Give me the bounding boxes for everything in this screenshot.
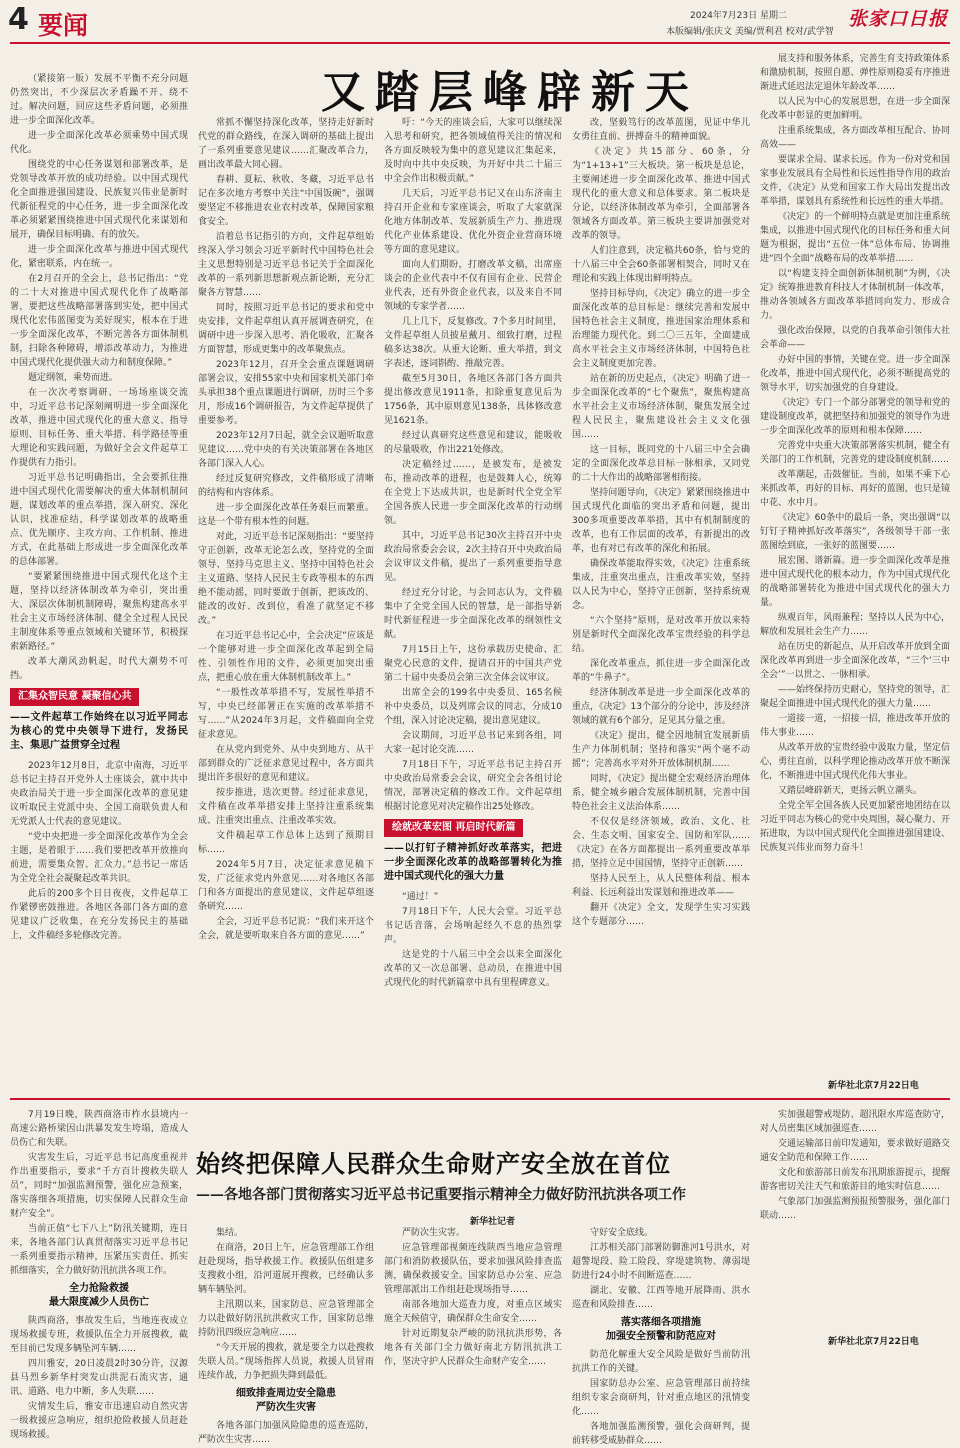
paragraph: 在2月召开的全会上，总书记指出：“党的二十大对推进中国式现代化作了战略部署，要把这些战略部署落到实处，把中国式现代化宏伟蓝图变为美好现实，根本在于进一步全面深化改革，不断完善各方面体制机制，扫除各种障碍，增添改革动力，为推进中国式现代化提供强大动力和制度保障。” [10,274,188,368]
article2-col2-body [198,1226,374,1383]
paragraph: 2024年5月7日，决定征求意见稿下发，广泛征求党内外意见……对各地区各部门和各方面提出的意见建议，文件起草组逐条研究…… [198,860,374,912]
paragraph: 各地加强监测预警，强化会商研判，提前转移受威胁群众…… [572,1422,750,1446]
subsection-label: 汇集众智民意 凝聚信心共 [10,688,139,706]
article1-headline: 又踏层峰辟新天 [321,67,699,118]
paragraph: 在习近平总书记心中，全会决定“应该是一个能够对进一步全面深化改革起到全局性、引领性作用的文件，必须更加突出重点，把重心放在重大体制机制改革上。” [198,631,374,683]
paragraph: 2023年12月7日起，就全会议题听取意见建议……党中央的有关决策部署在各地区各部门深入人心。 [198,431,374,469]
paragraph: 气象部门加强监测预报预警服务，强化部门联动…… [760,1197,950,1221]
article2-col3-body [384,1226,562,1369]
paragraph: 坚持人民至上，从人民整体利益、根本利益、长远利益出发谋划和推进改革—— [572,874,750,898]
paragraph: 进一步全面深化改革必须乘势中国式现代化。 [10,131,188,155]
paragraph: 《决定》60条中的最后一条，突出强调“以钉钉子精神抓好改革落实”，各级领导干部一张蓝图绘到底，一张好的蓝图要…… [760,513,950,551]
paragraph: 会议期间，习近平总书记来到各组，同大家一起讨论交流…… [384,731,562,755]
paragraph: 主汛期以来，国家防总、应急管理部全力以赴做好防汛抗洪救灾工作，国家防总维持防汛四级应急响应…… [198,1300,374,1338]
section-title: 要闻 [38,11,89,40]
paragraph: “要紧紧围绕推进中国式现代化这个主题，坚持以经济体制改革为牵引，突出重大、深层次体制机制障碍，聚焦构建高水平社会主义市场经济体制、健全全过程人民民主制度体系等重点领域和关键环节，积极探索新路径。” [10,572,188,652]
paragraph: 严防次生灾害。 [402,1228,466,1238]
paragraph: 各地各部门加强风险隐患的巡查巡防，严防次生灾害…… [198,1421,374,1445]
paragraph: 这一目标，既同党的十八届三中全会确定的全面深化改革总目标一脉相承，又同党的二十大作出的战略部署相衔接。 [572,445,750,483]
paragraph: 这是党的十八届三中全会以来全面深化改革的又一次总部署、总动员，在推进中国式现代化的时代新篇章中具有里程碑意义。 [384,950,562,988]
paragraph: 应急管理部视频连线陕西当地应急管理部门和消防救援队伍，要求加强风险排查监测，确保救援安全。国家防总办公室、应急管理部派出工作组赶赴现场指导…… [384,1243,562,1295]
paragraph: 进一步全面深化改革与推进中国式现代化，紧密联系，内在统一。 [10,245,188,269]
article2-column-1 [10,1108,188,1440]
paragraph: 确保改革能取得实效，《决定》注重系统集成，注重突出重点，注重改革实效，坚持以人民为中心，坚持守正创新，坚持系统观念。 [572,559,750,611]
paragraph: 展支持和服务体系，完善生育支持政策体系和激励机制，按照自愿、弹性原则稳妥有序推进渐进式延迟法定退休年龄改革…… [760,54,950,92]
paragraph: 灾情发生后，雅安市迅速启动自然灾害一级救援应急响应，组织抢险救援人员赶赴现场救援。 [10,1402,188,1440]
paragraph: “六个坚持”原则，是对改革开放以来特别是新时代全面深化改革宝贵经验的科学总结。 [572,616,750,654]
paragraph: 此后的200多个日日夜夜，文件起草工作紧锣密鼓推进。各地区各部门各方面的意见建议广泛收集，在充分发扬民主的基础上，文件稿经多轮修改完善。 [10,889,188,941]
newspaper-masthead: 张家口日报 [848,8,949,30]
article2-col2-subhead: 细致排查周边安全隐患 严防次生灾害 [236,1388,336,1413]
paragraph: “今天开展的搜救，就是要全力以赴搜救失联人员。”现场指挥人员说，救援人员冒雨连续作战，力争把损失降到最低。 [198,1343,374,1381]
paragraph: 全会，习近平总书记说：“我们来开这个全会，就是要听取来自各方面的意见……” [198,917,374,941]
paragraph: 同时，按照习近平总书记的要求和党中央安排，文件起草组认真开展调查研究，在调研中进一步深入思考、消化吸收，汇聚各方面智慧，形成更集中的改革聚焦点。 [198,303,374,355]
paragraph: 坚持问题导向，《决定》紧紧围绕推进中国式现代化面临的突出矛盾和问题，提出300多项重要改革举措，其中有机制制度的改革，也有工作层面的改革，有新提出的改革，也有对已有改革的深化和拓展。 [572,488,750,554]
paragraph: 实加强超警戒堤防、超汛限水库巡查防守，对人员密集区域加强巡查…… [760,1110,950,1134]
subsection-subhead: ——文件起草工作始终在以习近平同志为核心的党中央领导下进行，发扬民主、集思广益贯穿全过程 [10,712,188,751]
paragraph: 沿着总书记指引的方向，文件起草组始终深入学习领会习近平新时代中国特色社会主义思想特别是习近平总书记关于全面深化改革的一系列新思想新观点新论断，充分汇聚各方智慧…… [198,232,374,298]
paragraph: 《决定》共15部分、60条，分为“1+13+1”三大板块。第一板块是总论，主要阐述进一步全面深化改革、推进中国式现代化的重大意义和总体要求。第二板块是分论，以经济体制改革为牵引，全面部署各领域各方面改革。第三板块主要讲加强党对改革的领导。 [572,147,750,241]
article2-col4-subhead: 落实落细各项措施 加强安全预警和防范应对 [606,1317,716,1342]
paragraph: 不仅仅是经济领域，政治、文化、社会、生态文明、国家安全、国防和军队……《决定》在各方面都提出一系列重要改革举措，坚持立足中国国情，坚持守正创新…… [572,817,750,869]
paragraph: 要谋求全局、谋求长远。作为一份对党和国家事业发展具有全局性和长远性指导作用的政治文件，《决定》从党和国家工作大局出发提出改革举措，谋划具有系统性和长远性的重大举措。 [760,155,950,207]
subsection-subhead-2: ——以打钉子精神抓好改革落实，把进一步全面深化改革的战略部署转化为推进中国式现代化的强大力量 [384,843,562,882]
article2-column-4 [572,1226,750,1446]
paragraph: 针对近期复杂严峻的防汛抗洪形势，各地各有关部门全力做好南北方防汛抗洪工作，坚决守护人民群众生命财产安全…… [384,1329,562,1367]
article1-column-4 [572,116,750,1090]
publication-date: 2024年7月23日 星期二 [690,11,787,21]
paragraph: 7月15日上午，这份承载历史使命、汇聚党心民意的文件，提请召开的中国共产党第二十届中央委员会第三次全体会议审议。 [384,645,562,683]
paragraph: 从改革开放的宝贵经验中汲取力量，坚定信心，勇往直前，以科学理论推动改革开放不断深化，不断推进中国式现代化伟大事业。 [760,743,950,781]
paragraph: 当前正值“七下八上”防汛关键期，连日来，各地各部门认真贯彻落实习近平总书记一系列重要指示精神，压紧压实责任、抓实抓细落实，全力做好防汛抗洪各项工作。 [10,1224,188,1276]
paragraph: 灾害发生后，习近平总书记高度重视并作出重要指示，要求“千方百计搜救失联人员”，同时“加强监测预警，强化应急预案，落实落细各项措施，切实保障人民群众生命财产安全”。 [10,1153,188,1219]
paragraph: 翻开《决定》全文，发现学生实习实践这个专题部分…… [572,903,750,927]
paragraph: “一般性改革举措不写，发展性举措不写，中央已经部署正在实施的改革举措不写……”从2024年3月起，文件稿面向全党征求意见。 [198,688,374,740]
paragraph: 2023年12月，召开全会重点课题调研部署会议，安排55家中央和国家机关部门牵头承担38个重点课题进行调研，历时三个多月，形成16个调研报告，为文件起草提供了重要参考。 [198,360,374,426]
article2-byline: 新华社北京7月22日电 [828,1337,919,1347]
paragraph: 陕西商洛，事故发生后，当地连夜成立现场救援专班，救援队伍全力开展搜救，截至目前已发现多辆坠河车辆…… [10,1316,188,1354]
paragraph: 其中，习近平总书记30次主持召开中央政治局常委会会议，2次主持召开中央政治局会议审议文件稿，提出了一系列重要指导意见。 [384,531,562,583]
article2-subheadline: ——各地各部门贯彻落实习近平总书记重要指示精神全力做好防汛抗洪各项工作 [196,1187,686,1203]
paragraph: 决定稿经过……，是被发布，是被发布，推动改革的进程，也是鼓舞人心，统筹在全党上下达成共识，也是新时代全党全军全国各族人民进一步全面深化改革的行动纲领。 [384,460,562,526]
paragraph: 文化和旅游部日前发布汛期旅游提示，提醒游客密切关注天气和旅游目的地实时信息…… [760,1168,950,1192]
paragraph: 南部各地加大巡查力度，对重点区域实施全天候值守，确保群众生命安全…… [384,1300,562,1324]
paragraph: 纵观百年，风雨兼程；坚持以人民为中心，解放和发展社会生产力…… [760,613,950,637]
paragraph: 以人民为中心的发展思想，在进一步全面深化改革中彰显的更加鲜明。 [760,97,950,121]
paragraph: 完善党中央重大决策部署落实机制，健全有关部门的工作机制，完善党的建设制度机制…… [760,441,950,465]
paragraph: 文件稿起草工作总体上达到了预期目标…… [198,831,374,855]
article1-col1b-body [10,759,188,943]
paragraph: 几上几下，反复修改。7个多月时间里，文件起草组人员披星戴月、细致打磨，过程稿多达38次。从重大论断、重大举措，到文字表述，逐词斟酌、推敲完善。 [384,317,562,369]
article1-col4-body [572,116,750,929]
paragraph: 经过认真研究这些意见和建议，能吸收的尽量吸收，作出221处修改。 [384,431,562,455]
page-number: 4 [8,2,29,37]
paragraph: 坚持目标导向，《决定》确立的进一步全面深化改革的总目标是：继续完善和发展中国特色社会主义制度，推进国家治理体系和治理能力现代化。到二〇三五年，全面建成高水平社会主义市场经济体制，中国特色社会主义制度更加完善。 [572,289,750,369]
paragraph: 守好安全底线。 [590,1228,654,1238]
paragraph: 对此，习近平总书记深刻指出：“要坚持守正创新，改革无论怎么改，坚持党的全面领导、坚持马克思主义、坚持中国特色社会主义道路、坚持人民民主专政等根本的东西绝不能动摇，同时要敢于创新，把该改的、能改的改好、改到位，看准了就坚定不移改。” [198,532,374,626]
article2-col4b-body [572,1348,750,1448]
paragraph: 习近平总书记明确指出，全会要抓住推进中国式现代化需要解决的重大体制机制问题，谋划改革的重点举措，深入研究、深化认识，找准症结，科学谋划改革的战略重点、优先顺序、主攻方向、工作机制、推进方式，在此基础上形成进一步全面深化改革的总体部署。 [10,473,188,567]
paragraph: 注重系统集成，各方面改革相互配合、协同高效—— [760,126,950,150]
paragraph: 在从党内到党外、从中央到地方、从干部到群众的广泛征求意见过程中，各方面共提出许多很好的意见和建议。 [198,745,374,783]
paragraph: 7月18日下午，人民大会堂。习近平总书记话音落，会场响起经久不息的热烈掌声。 [384,907,562,945]
article1-col1-body [10,72,188,683]
article2-col1-subhead: 全力抢险救援 最大限度减少人员伤亡 [49,1283,149,1308]
paragraph: “通过！” [402,892,439,902]
subsection-label-2: 绘就改革宏图 再启时代新篇 [384,819,523,837]
paragraph: 集结。 [216,1228,244,1238]
paragraph: 全党全军全国各族人民更加紧密地团结在以习近平同志为核心的党中央周围，凝心聚力、开拓进取，为以中国式现代化全面推进强国建设、民族复兴伟业而努力奋斗！ [760,801,950,853]
paragraph: 在一次次考察调研、一场场座谈交流中，习近平总书记深刻阐明进一步全面深化改革，推进中国式现代化的重大意义、指导原则、目标任务、重大举措、科学路径等重大理论和实践问题，为做好全会文件起草工作提供有力指引。 [10,388,188,468]
paragraph: 站在新的历史起点，《决定》明确了进一步全面深化改革的“七个聚焦”，聚焦构建高水平社会主义市场经济体制，聚焦发展全过程人民民主，聚焦建设社会主义文化强国…… [572,374,750,440]
paragraph: 常抓不懈坚持深化改革，坚持走好新时代党的群众路线，在深入调研的基础上提出了一系列重要意见建议……汇聚改革合力，画出改革最大同心圆。 [198,118,374,170]
paragraph: “党中央把进一步全面深化改革作为全会主题，是着眼于……我们要把改革开放推向前进，需要集众智、汇众力。”总书记一席话为全党全社会凝聚起改革共识。 [10,832,188,884]
paragraph: 站在历史的新起点，从开启改革开放到全面深化改革再到进一步全面深化改革，“三个‘三中全会’”一以贯之、一脉相承。 [760,642,950,680]
paragraph: 一道接一道，一招接一招，推进改革开放的伟大事业…… [760,714,950,738]
paragraph: 改，坚毅笃行的改革蓝图，见证中华儿女勇往直前、拼搏奋斗的精神面貌。 [572,118,750,142]
paragraph: 四川雅安，20日凌晨2时30分许，汉源县马烈乡新华村突发山洪泥石流灾害，通讯、道路、电力中断，多人失联…… [10,1359,188,1397]
paragraph: 展宏图、谱新篇。进一步全面深化改革是推进中国式现代化的根本动力，作为中国式现代化的战略部署转化为推进中国式现代化的强大力量。 [760,556,950,608]
article2-reporter: 新华社记者 [470,1217,516,1227]
paragraph: 《决定》的一个鲜明特点就是更加注重系统集成，以推进中国式现代化的目标任务和重大问题为根据，提出“五位一体”总体布局、协调推进“四个全面”战略布局的改革举措…… [760,212,950,264]
article1-col2-body [198,116,374,943]
paragraph: 国家防总办公室、应急管理部日前持续组织专家会商研判，针对重点地区的汛情变化…… [572,1379,750,1417]
paragraph: 以“构建支持全面创新体制机制”为例，《决定》统筹推进教育科技人才体制机制一体改革，推动各领域各方面改革举措同向发力、形成合力。 [760,269,950,321]
paragraph: 又踏层峰辟新天，更扬云帆立潮头。 [778,786,923,796]
editor-credits: 本版编辑/张庆文 美编/贾利君 校对/武学智 [666,27,834,37]
article2-col1b-body [10,1314,188,1442]
paragraph: 2023年12月8日，北京中南海，习近平总书记主持召开党外人士座谈会，就中共中央政治局关于进一步全面深化改革的意见建议听取民主党派中央、全国工商联负责人和无党派人士代表的意见建议。 [10,761,188,827]
paragraph: 交通运输部日前印发通知，要求做好道路交通安全防范和保障工作…… [760,1139,950,1163]
paragraph: 围绕党的中心任务谋划和部署改革，是党领导改革开放的成功经验。以中国式现代化全面推进强国建设、民族复兴伟业是新时代新征程党的中心任务，进一步全面深化改革必须紧紧围绕推进中国式现代化来谋划和展开，确保目标明确、有的放矢。 [10,160,188,240]
article-divider [10,1098,950,1100]
paragraph: 进一步全面深化改革任务艰巨而繁重。这是一个带有根本性的问题。 [198,503,374,527]
paragraph: 在商洛，20日上午，应急管理部工作组赶赴现场，指导救援工作。救援队伍组建多支搜救小组，沿河道展开搜救，已经确认多辆车辆坠河。 [198,1243,374,1295]
paragraph: （紧接第一版）发展不平衡不充分问题仍然突出，不少深层次矛盾躁不开、绕不过。解决问题，回应这些矛盾问题，必须推进一步全面深化改革。 [10,74,188,126]
paragraph: 7月18日下午，习近平总书记主持召开中央政治局常委会会议，研究全会各组讨论情况，部署决定稿的修改工作。文件起草组根据讨论意见对决定稿作出25处修改。 [384,760,562,812]
paragraph: 江苏相关部门部署防御淮河1号洪水，对超警堤段、险工险段、穿堤建筑物、薄弱堤防进行24小时不间断巡查…… [572,1243,750,1281]
paragraph: 7月19日晚，陕西商洛市柞水县境内一高速公路桥梁因山洪暴发发生垮塌，造成人员伤亡和失联。 [10,1110,188,1148]
article1-column-5 [760,52,950,1072]
article1-byline: 新华社北京7月22日电 [828,1081,919,1091]
paragraph: 办好中国的事情，关键在党。进一步全面深化改革，推进中国式现代化，必须不断提高党的领导水平，切实加强党的自身建设。 [760,355,950,393]
paragraph: 题定纲领，乘势而进。 [28,373,119,383]
paragraph: 《决定》专门一个部分部署党的领导和党的建设制度改革，就把坚持和加强党的领导作为进一步全面深化改革的原则和根本保障…… [760,398,950,436]
paragraph: 强化改治保障，以党的自我革命引领伟大社会革命—— [760,326,950,350]
page-header [0,0,960,46]
paragraph: 改革大潮风劲帆起，时代大潮势不可挡。 [10,657,188,681]
paragraph: 春耕、夏耘、秋收、冬藏，习近平总书记在多次地方考察中关注“中国饭碗”，强调要坚定不移推进农业农村改革，保障国家粮食安全。 [198,175,374,227]
paragraph: 按步推进，迭次更替。经过征求意见，文件稿在改革举措安排上坚持注重系统集成、注重突出重点、注重改革实效。 [198,788,374,826]
paragraph: 几天后，习近平总书记又在山东济南主持召开企业和专家座谈会，听取了大家就深化地方体制改革、发展新质生产力、推进现代化产业体系建设、优化外资企业营商环境等方面的意见建议。 [384,189,562,255]
article2-headline: 始终把保障人民群众生命财产安全放在首位 [196,1149,671,1178]
article2-col2b-body [198,1419,374,1447]
paragraph: 改革潮起，击鼓催征。当前，如果不乘下心来抓改革，再好的目标、再好的蓝图，也只是镜中花、水中月。 [760,470,950,508]
paragraph: 经过反复研究修改，文件稿形成了清晰的结构和内容体系。 [198,474,374,498]
article2-column-3 [384,1226,562,1367]
paragraph: 面向人们期盼，打磨改革文稿，出席座谈会的企业代表中不仅有国有企业、民营企业代表，还有外资企业代表，以及来自不同领域的专家学者…… [384,260,562,312]
article2-col5-body [760,1108,950,1223]
article2-column-5 [760,1108,950,1334]
paragraph: 防范化解重大安全风险是做好当前防汛抗洪工作的关键。 [572,1350,750,1374]
article1-col3-body [384,116,562,814]
paragraph: ——始终保持历史耐心，坚持党的领导，汇聚起全面推进中国式现代化的强大力量…… [760,685,950,709]
paragraph: 深化改革重点，抓住进一步全面深化改革的“牛鼻子”。 [572,659,750,683]
paragraph: 经济体制改革是进一步全面深化改革的重点，《决定》13个部分的分论中，涉及经济领域的就有6个部分，足见其分量之重。 [572,688,750,726]
paragraph: 同时，《决定》提出健全宏观经济治理体系，健全城乡融合发展体制机制，完善中国特色社会主义法治体系…… [572,774,750,812]
paragraph: 人们注意到，决定稿共60条，恰与党的十八届三中全会60条部署相契合，同时又在理论和实践上体现出鲜明特点。 [572,246,750,284]
paragraph: 湖北、安徽、江西等地开展降雨、洪水巡查和风险排查…… [572,1286,750,1310]
paragraph: 出席全会的199名中央委员、165名候补中央委员，以及列席会议的同志，分成10个组，深入讨论决定稿，提出意见建议。 [384,688,562,726]
article1-col3b-body [384,890,562,990]
header-rule [10,42,950,44]
article2-column-2 [198,1226,374,1445]
article2-col1-body [10,1108,188,1278]
paragraph: 《决定》提出，健全因地制宜发展新质生产力体制机制；坚持和落实“两个毫不动摇”；完善高水平对外开放体制机制…… [572,731,750,769]
article1-column-2 [198,116,374,1090]
paragraph: 吁：“今天的座谈会后，大家可以继续深入思考和研究，把各领域值得关注的情况和各方面反映较为集中的意见建议汇集起来，及时向中共中央反映，为开好中共二十届三中全会作出积极贡献。” [384,118,562,184]
article2-col4-body [572,1226,750,1312]
paragraph: 截至5月30日，各地区各部门各方面共提出修改意见1911条，扣除重复意见后为1756条，其中原则意见138条，具体修改意见1621条。 [384,374,562,426]
article1-column-3 [384,116,562,1090]
paragraph: 经过充分讨论，与会同志认为，文件稿集中了全党全国人民的智慧，是一部指导新时代新征程进一步全面深化改革的纲领性文献。 [384,588,562,640]
article1-column-1 [10,72,188,1090]
article1-col5-body [760,52,950,855]
